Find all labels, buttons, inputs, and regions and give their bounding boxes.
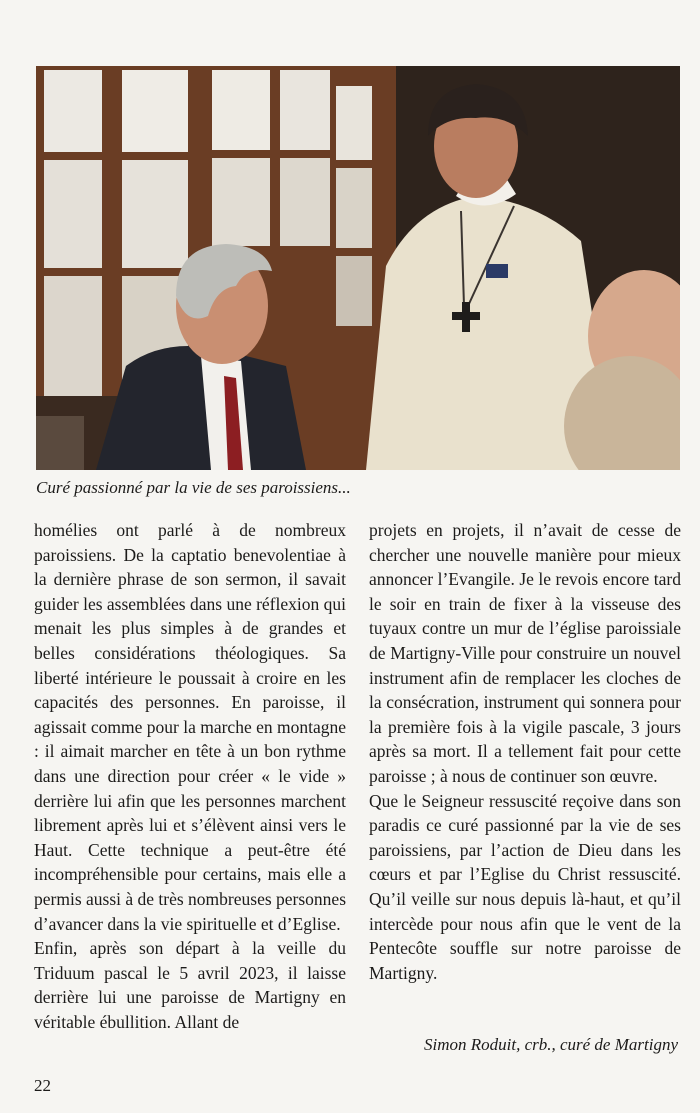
paragraph: projets en projets, il n’avait de cesse de chercher une nouvelle manière pour mieux annoncer l’Evangile. Je le revois encore tard le soir en train de fixer à la visseuse des tuyaux contre un mur de l’église paroissiale de Martigny-Ville pour construire un nouvel instrument afin de remplacer les cloches de la consécration, instrument qui sonnera pour la première fois à la vigile pascale, 3 jours après sa mort. Il a tellement fait pour cette paroisse ; à nous de continuer son œuvre. [369, 520, 681, 786]
article-column-left [34, 518, 346, 1034]
paragraph: Que le Seigneur ressuscité reçoive dans son paradis ce curé passionné par la vie de ses paroissiens, par l’action de Dieu dans les cœurs et par l’Eglise du Christ ressuscité. Qu’il veille sur nous depuis là-haut, et qu’il intercède pour nous afin que le vent de la Pentecôte souffle sur notre paroisse de Martigny. [369, 790, 681, 983]
article-column-right [369, 518, 681, 985]
author-signature: Simon Roduit, crb., curé de Martigny [423, 1035, 678, 1054]
photo-caption: Curé passionné par la vie de ses paroissiens... [36, 478, 351, 497]
page-number: 22 [34, 1076, 51, 1095]
paragraph: Enfin, après son départ à la veille du Triduum pascal le 5 avril 2023, il laisse derrière lui une paroisse de Martigny en véritable ébullition. Allant de [34, 938, 346, 1032]
photo-illustration [36, 66, 680, 470]
article-photo [36, 66, 680, 470]
paragraph: homélies ont parlé à de nombreux paroissiens. De la captatio benevolentiae à la dernière phrase de son sermon, il savait guider les assemblées dans une réflexion qui menait les plus simples à de grandes et belles considérations théologiques. Sa liberté intérieure le poussait à croire en les capacités des personnes. En paroisse, il agissait comme pour la marche en montagne : il aimait marcher en tête à un bon rythme dans une direction pour créer « le vide » derrière lui afin que les personnes marchent librement après lui et s’élèvent ainsi vers le Haut. Cette technique a peut-être été incompréhensible pour certains, mais elle a permis aussi à de très nombreuses personnes d’avancer dans la vie spirituelle et d’Eglise. [34, 520, 347, 934]
